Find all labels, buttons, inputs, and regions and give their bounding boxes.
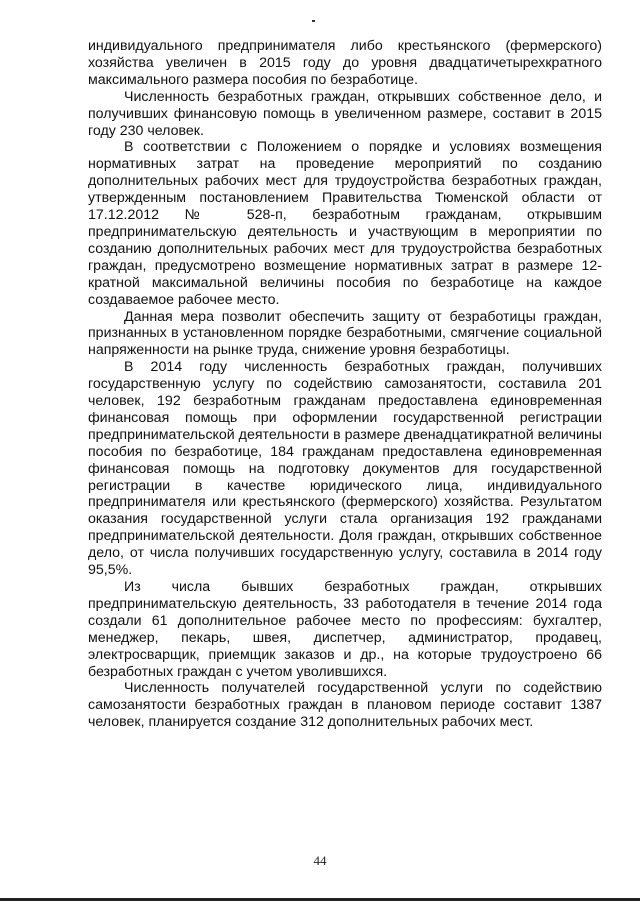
paragraph: В соответствии с Положением о порядке и условиях возмещения нормативных затрат на проведение мероприятий по созданию дополнительных рабочих мест для трудоустройства безработных граждан, утвержденным постановлением Правительства Тюменской области от 17.12.2012 № 528-п, безработным гражданам, открывшим предпринимательскую деятельность и участвующим в мероприятии по созданию дополнительных рабочих мест для трудоустройства безработных граждан, предусмотрено возмещение нормативных затрат в размере 12-кратной максимальной величины пособия по безработице на каждое создаваемое рабочее место. xyxy=(88,139,602,308)
document-body xyxy=(88,38,602,731)
paragraph: Численность безработных граждан, открывших собственное дело, и получивших финансовую помощь в увеличенном размере, составит в 2015 году 230 человек. xyxy=(88,88,602,139)
paragraph: В 2014 году численность безработных граждан, получивших государственную услугу по содействию самозанятости, составила 201 человек, 192 безработным гражданам предоставлена единовременная финансовая помощь при оформлении государственной регистрации предпринимательской деятельности в размере двенадцатикратной величины пособия по безработице, 184 гражданам предоставлена единовременная финансовая помощь на подготовку документов для государственной регистрации в качестве юридического лица, индивидуального предпринимателя или крестьянского (фермерского) хозяйства. Результатом оказания государственной услуги стала организация 192 гражданами предпринимательской деятельности. Доля граждан, открывших собственное дело, от числа получивших государственную услугу, составила в 2014 году 95,5%. xyxy=(88,359,602,579)
paragraph: Из числа бывших безработных граждан, открывших предпринимательскую деятельность, 33 работодателя в течение 2014 года создали 61 дополнительное рабочее место по профессиям: бухгалтер, менеджер, пекарь, швея, диспетчер, администратор, продавец, электросварщик, приемщик заказов и др., на которые трудоустроено 66 безработных граждан с учетом уволившихся. xyxy=(88,579,602,680)
page-number: 44 xyxy=(313,853,327,868)
paragraph: индивидуального предпринимателя либо крестьянского (фермерского) хозяйства увеличен в 2015 году до уровня двадцатичетырехкратного максимального размера пособия по безработице. xyxy=(88,38,602,88)
bottom-scan-edge xyxy=(0,898,640,901)
scan-artifact xyxy=(312,20,315,22)
paragraph: Данная мера позволит обеспечить защиту от безработицы граждан, признанных в установленном порядке безработными, смягчение социальной напряженности на рынке труда, снижение уровня безработицы. xyxy=(88,308,602,359)
paragraph: Численность получателей государственной услуги по содействию самозанятости безработных граждан в плановом периоде составит 1387 человек, планируется создание 312 дополнительных рабочих мест. xyxy=(88,680,602,731)
